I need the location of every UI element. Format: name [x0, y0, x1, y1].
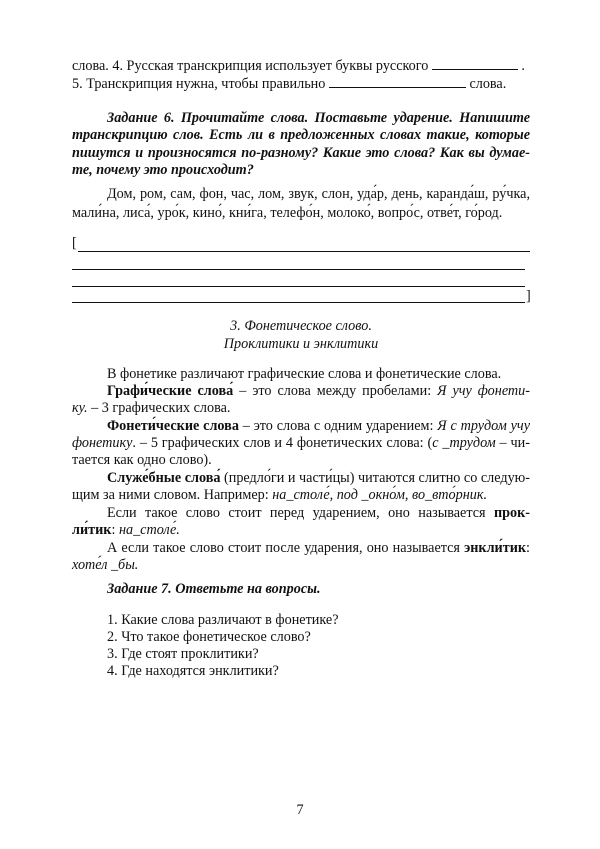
answer-line: [72, 286, 525, 287]
paragraph-line: [72, 505, 530, 523]
close-bracket: ]: [526, 288, 531, 304]
text-fragment: – 3 графических слова.: [87, 400, 231, 416]
paragraph-line: [72, 470, 530, 488]
open-bracket: [: [72, 235, 77, 251]
text-fragment: .: [521, 58, 525, 74]
task6-heading: те, почему это происходит?: [72, 162, 254, 178]
text-fragment: 5. Транскрипция нужна, чтобы правильно: [72, 76, 326, 92]
question-item: 2. Что такое фонетическое слово?: [107, 629, 311, 645]
example-text: с _трудом: [432, 435, 496, 451]
word-list-line: мали́на, лиса́, уро́к, кино́, кни́га, телефо́н, молоко́, вопро́с, отве́т, го́род.: [72, 205, 503, 221]
text-fragment: – чи-: [495, 435, 530, 451]
text-fragment: щим за ними словом. Например:: [72, 487, 273, 503]
answer-line: [78, 251, 530, 252]
example-text: хоте́л _бы.: [72, 557, 139, 573]
example-text: на_столе́, под _окно́м, во_вто́рник.: [272, 487, 488, 503]
text-line: [72, 57, 530, 76]
text-fragment: – это слова между пробелами:: [233, 383, 438, 399]
paragraph-line: [72, 383, 530, 401]
paragraph-line: тается как одно слово).: [72, 452, 212, 468]
example-text: Я учу фонети-: [437, 383, 530, 399]
task7-heading: Задание 7. Ответьте на вопросы.: [107, 581, 321, 597]
blank-line: [329, 75, 466, 88]
text-fragment: А если такое слово стоит после ударения, оно называется: [107, 540, 465, 556]
term-proclitic: прок-: [493, 505, 530, 521]
term-proclitic: ли́тик: [72, 522, 112, 538]
text-line: [72, 75, 530, 94]
task6-heading: транскрипцию слов. Есть ли в предложенных словах такие, которые: [72, 127, 530, 143]
paragraph-line: В фонетике различают графические слова и фонетические слова.: [107, 366, 502, 382]
text-fragment: (предло́ги и части́цы) читаются слитно со следую-: [220, 470, 531, 486]
paragraph-line: [72, 540, 530, 558]
task6-heading: Задание 6. Прочитайте слова. Поставьте ударение. Напишите: [107, 110, 530, 126]
paragraph-line: [72, 487, 530, 505]
paragraph-line: [72, 557, 530, 575]
text-fragment: :: [111, 522, 119, 538]
section-subtitle: Проклитики и энклитики: [223, 336, 379, 352]
word-list-line: Дом, ром, сам, фон, час, лом, звук, слон, уда́р, день, каранда́ш, ру́чка,: [107, 186, 530, 202]
term-graphic-word: Графи́ческие слова́: [107, 383, 234, 399]
text-fragment: Если такое слово стоит перед ударением, оно называется: [107, 505, 494, 521]
example-text: ку.: [72, 400, 88, 416]
paragraph-line: [72, 522, 530, 540]
paragraph-line: [72, 435, 530, 453]
term-phonetic-word: Фонети́ческие слова: [107, 418, 239, 434]
question-item: 1. Какие слова различают в фонетике?: [107, 612, 339, 628]
example-text: фонетику: [72, 435, 133, 451]
answer-line: [72, 269, 525, 270]
term-function-word: Служе́бные слова́: [107, 470, 221, 486]
term-enclitic: энкли́тик: [464, 540, 527, 556]
question-item: 4. Где находятся энклитики?: [107, 663, 279, 679]
paragraph-line: [72, 418, 530, 436]
example-text: на_столе́.: [118, 522, 180, 538]
text-fragment: . – 5 графических слов и 4 фонетических слова: (: [132, 435, 433, 451]
text-fragment: – это слова с одним ударением:: [238, 418, 438, 434]
page-number: 7: [296, 802, 304, 818]
paragraph-line: [72, 400, 530, 418]
answer-line: [72, 302, 525, 303]
text-fragment: слова.: [469, 76, 507, 92]
text-fragment: :: [526, 540, 530, 556]
blank-line: [432, 57, 518, 70]
task6-heading: пишутся и произносятся по-разному? Какие это слова? Как вы думае-: [72, 145, 530, 161]
section-title: 3. Фонетическое слово.: [230, 318, 372, 334]
question-item: 3. Где стоят проклитики?: [107, 646, 259, 662]
example-text: Я с трудом учу: [437, 418, 530, 434]
text-fragment: слова. 4. Русская транскрипция использует буквы русского: [72, 58, 429, 74]
